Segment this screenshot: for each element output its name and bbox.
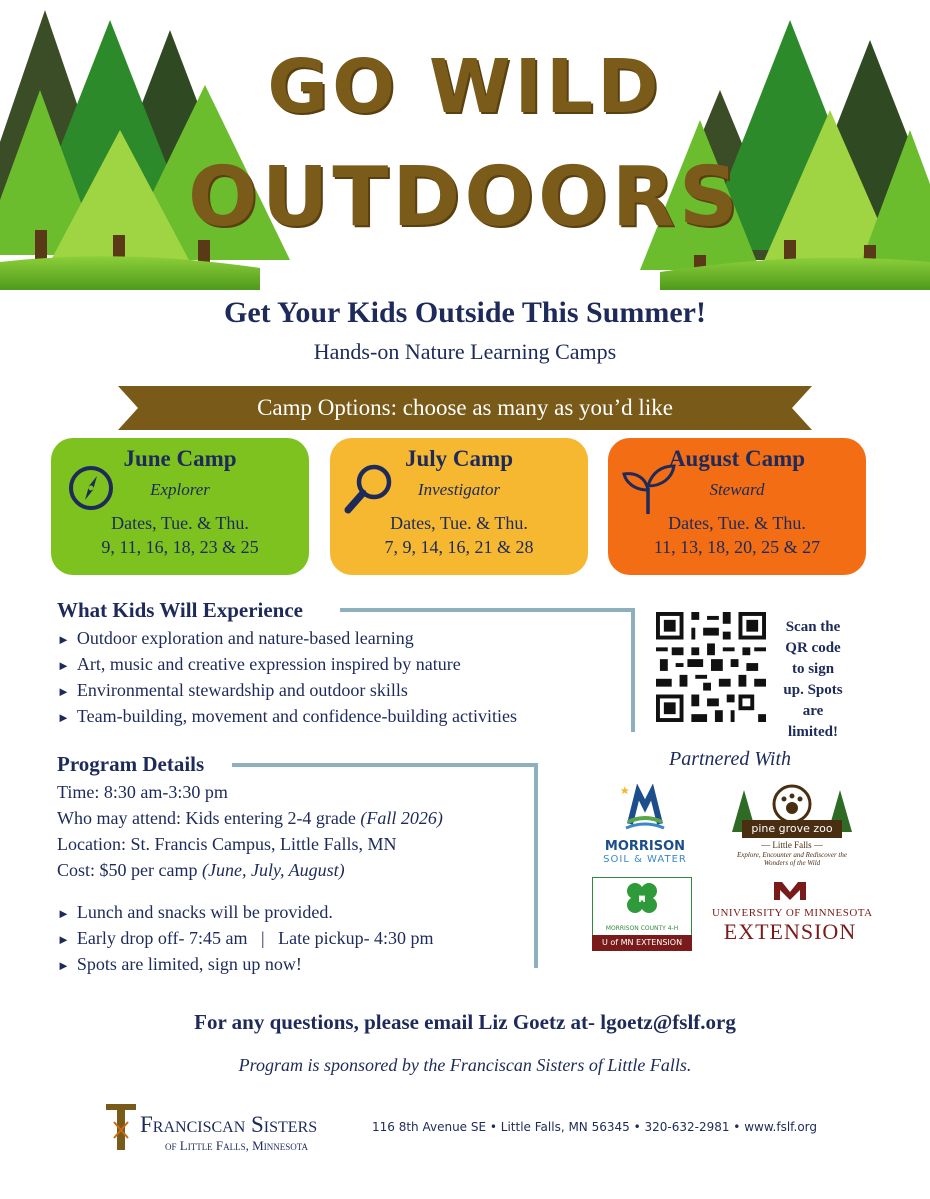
- list-item: ► Art, music and creative expression inspired by nature: [57, 654, 461, 674]
- program-details: [57, 779, 443, 883]
- morrison-soil-water-logo: MORRISON SOIL & WATER: [590, 784, 700, 864]
- experience-rule-top: [340, 608, 635, 612]
- camp-name: July Camp: [405, 446, 513, 471]
- org-name: Franciscan Sisters: [140, 1112, 318, 1137]
- program-cost: Cost: $50 per camp (June, July, August): [57, 860, 345, 880]
- program-rule-side: [534, 763, 538, 968]
- list-item: ► Spots are limited, sign up now!: [57, 954, 302, 974]
- camp-role: Explorer: [150, 480, 210, 499]
- qr-instructions: Scan the QR code to sign up. Spots are limited!: [783, 619, 843, 740]
- clover-icon: [593, 878, 691, 920]
- camp-role: Investigator: [417, 480, 501, 499]
- title-line-2: OUTDOORS: [188, 150, 742, 245]
- list-item: ► Team-building, movement and confidence-building activities: [57, 706, 517, 726]
- camp-card-august: [608, 438, 866, 575]
- list-item: ► Early drop off- 7:45 am | Late pickup- 4:30 pm: [57, 928, 434, 948]
- list-item: ► Outdoor exploration and nature-based learning: [57, 628, 414, 648]
- program-time: Time: 8:30 am-3:30 pm: [57, 782, 228, 802]
- org-location: of Little Falls, Minnesota: [165, 1138, 308, 1153]
- camp-dates: 11, 13, 18, 20, 25 & 27: [653, 537, 821, 557]
- partnered-title: Partnered With: [668, 748, 792, 770]
- camp-dates-label: Dates, Tue. & Thu.: [668, 513, 806, 533]
- camp-dates-label: Dates, Tue. & Thu.: [111, 513, 249, 533]
- list-item: ► Lunch and snacks will be provided.: [57, 902, 333, 922]
- camp-name: June Camp: [123, 446, 237, 471]
- program-rule-top: [232, 763, 538, 767]
- experience-rule-side: [631, 608, 635, 732]
- list-item: ► Environmental stewardship and outdoor skills: [57, 680, 408, 700]
- camp-role: Steward: [709, 480, 765, 499]
- program-bullets: [57, 899, 434, 977]
- franciscan-tau-logo: [104, 1102, 138, 1154]
- qr-code[interactable]: [655, 612, 767, 722]
- camp-dates-label: Dates, Tue. & Thu.: [390, 513, 528, 533]
- camp-name: August Camp: [668, 446, 806, 471]
- experience-list: [57, 625, 517, 729]
- camp-card-july: [330, 438, 588, 575]
- program-attend: Who may attend: Kids entering 2-4 grade (Fall 2026): [57, 808, 443, 828]
- title-line-1: GO WILD: [267, 44, 663, 130]
- program-location: Location: St. Francis Campus, Little Falls, MN: [57, 834, 397, 854]
- camp-options-text: Camp Options: choose as many as you’d like: [257, 395, 673, 420]
- camp-dates: 7, 9, 14, 16, 21 & 28: [384, 537, 534, 557]
- pine-grove-zoo-logo: pine grove zoo — Little Falls — Explore, Encounter and Rediscover the Wonders of the Wild: [722, 780, 862, 870]
- sponsor-line: Program is sponsored by the Franciscan Sisters of Little Falls.: [238, 1055, 692, 1075]
- experience-title: What Kids Will Experience: [57, 598, 303, 622]
- svg-text:H: H: [638, 895, 646, 905]
- umn-extension-logo: UNIVERSITY OF MINNESOTA EXTENSION: [712, 880, 868, 950]
- camp-dates: 9, 11, 16, 18, 23 & 25: [101, 537, 259, 557]
- footer-address: 116 8th Avenue SE • Little Falls, MN 56345 • 320-632-2981 • www.fslf.org: [372, 1120, 818, 1134]
- headline: Get Your Kids Outside This Summer!: [223, 296, 706, 329]
- morrison-4h-logo: H MORRISON COUNTY 4-H U of MN EXTENSION: [592, 877, 692, 951]
- camp-card-june: [51, 438, 309, 575]
- subheadline: Hands-on Nature Learning Camps: [313, 339, 617, 364]
- program-title: Program Details: [57, 752, 205, 776]
- contact-line: For any questions, please email Liz Goetz at- lgoetz@fslf.org: [194, 1010, 736, 1034]
